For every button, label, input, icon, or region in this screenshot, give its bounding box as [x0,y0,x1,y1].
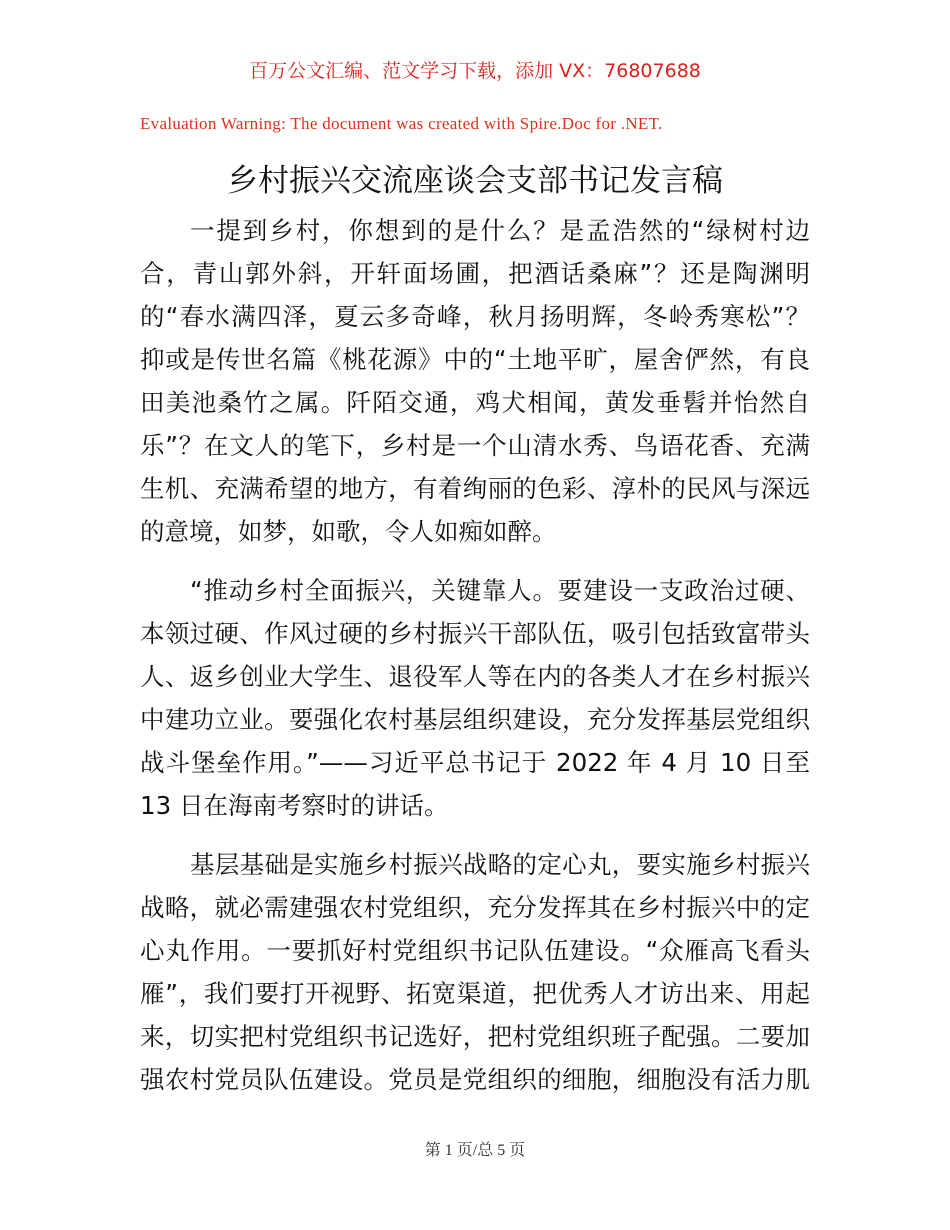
evaluation-warning: Evaluation Warning: The document was created with Spire.Doc for .NET. [140,114,663,133]
paragraph [140,569,810,827]
text-line: 13 日在海南考察时的讲话。 [140,791,449,820]
text-line: 人、返乡创业大学生、退役军人等在内的各类人才在乡村振兴 [140,662,810,691]
text-line: 心丸作用。一要抓好村党组织书记队伍建设。“众雁高飞看头 [140,936,810,965]
text-line: 乐”？在文人的笔下，乡村是一个山清水秀、鸟语花香、充满 [140,431,810,460]
text-line: 的意境，如梦，如歌，令人如痴如醉。 [140,517,557,546]
text-line: 基层基础是实施乡村振兴战略的定心丸，要实施乡村振兴 [190,850,810,879]
text-line: 本领过硬、作风过硬的乡村振兴干部队伍，吸引包括致富带头 [140,619,810,648]
text-line: 的“春水满四泽，夏云多奇峰，秋月扬明辉，冬岭秀寒松”？ [140,302,810,331]
text-line: 抑或是传世名篇《桃花源》中的“土地平旷，屋舍俨然，有良 [140,345,810,374]
text-line: 生机、充满希望的地方，有着绚丽的色彩、淳朴的民风与深远 [140,474,810,503]
text-line: 雁”，我们要打开视野、拓宽渠道，把优秀人才访出来、用起 [140,979,810,1008]
text-line: 中建功立业。要强化农村基层组织建设，充分发挥基层党组织 [140,705,810,734]
text-line: 合，青山郭外斜，开轩面场圃，把酒话桑麻”？还是陶渊明 [140,259,810,288]
text-line: 来，切实把村党组织书记选好，把村党组织班子配强。二要加 [140,1022,810,1051]
text-line: 一提到乡村，你想到的是什么？是孟浩然的“绿树村边 [190,216,810,245]
promo-banner: 百万公文汇编、范文学习下载，添加 VX：76807688 [249,60,701,82]
text-line: 强农村党员队伍建设。党员是党组织的细胞，细胞没有活力肌 [140,1065,810,1094]
text-line: “推动乡村全面振兴，关键靠人。要建设一支政治过硬、 [190,576,810,605]
text-line: 田美池桑竹之属。阡陌交通，鸡犬相闻，黄发垂髫并怡然自 [140,388,810,417]
page-indicator: 第 1 页/总 5 页 [424,1142,526,1159]
document-title: 乡村振兴交流座谈会支部书记发言稿 [227,163,723,199]
paragraph [140,209,810,553]
paragraph [140,843,810,1101]
text-line: 战斗堡垒作用。”——习近平总书记于 2022 年 4 月 10 日至 [140,748,810,777]
text-line: 战略，就必需建强农村党组织，充分发挥其在乡村振兴中的定 [140,893,810,922]
document-body [140,209,810,1117]
